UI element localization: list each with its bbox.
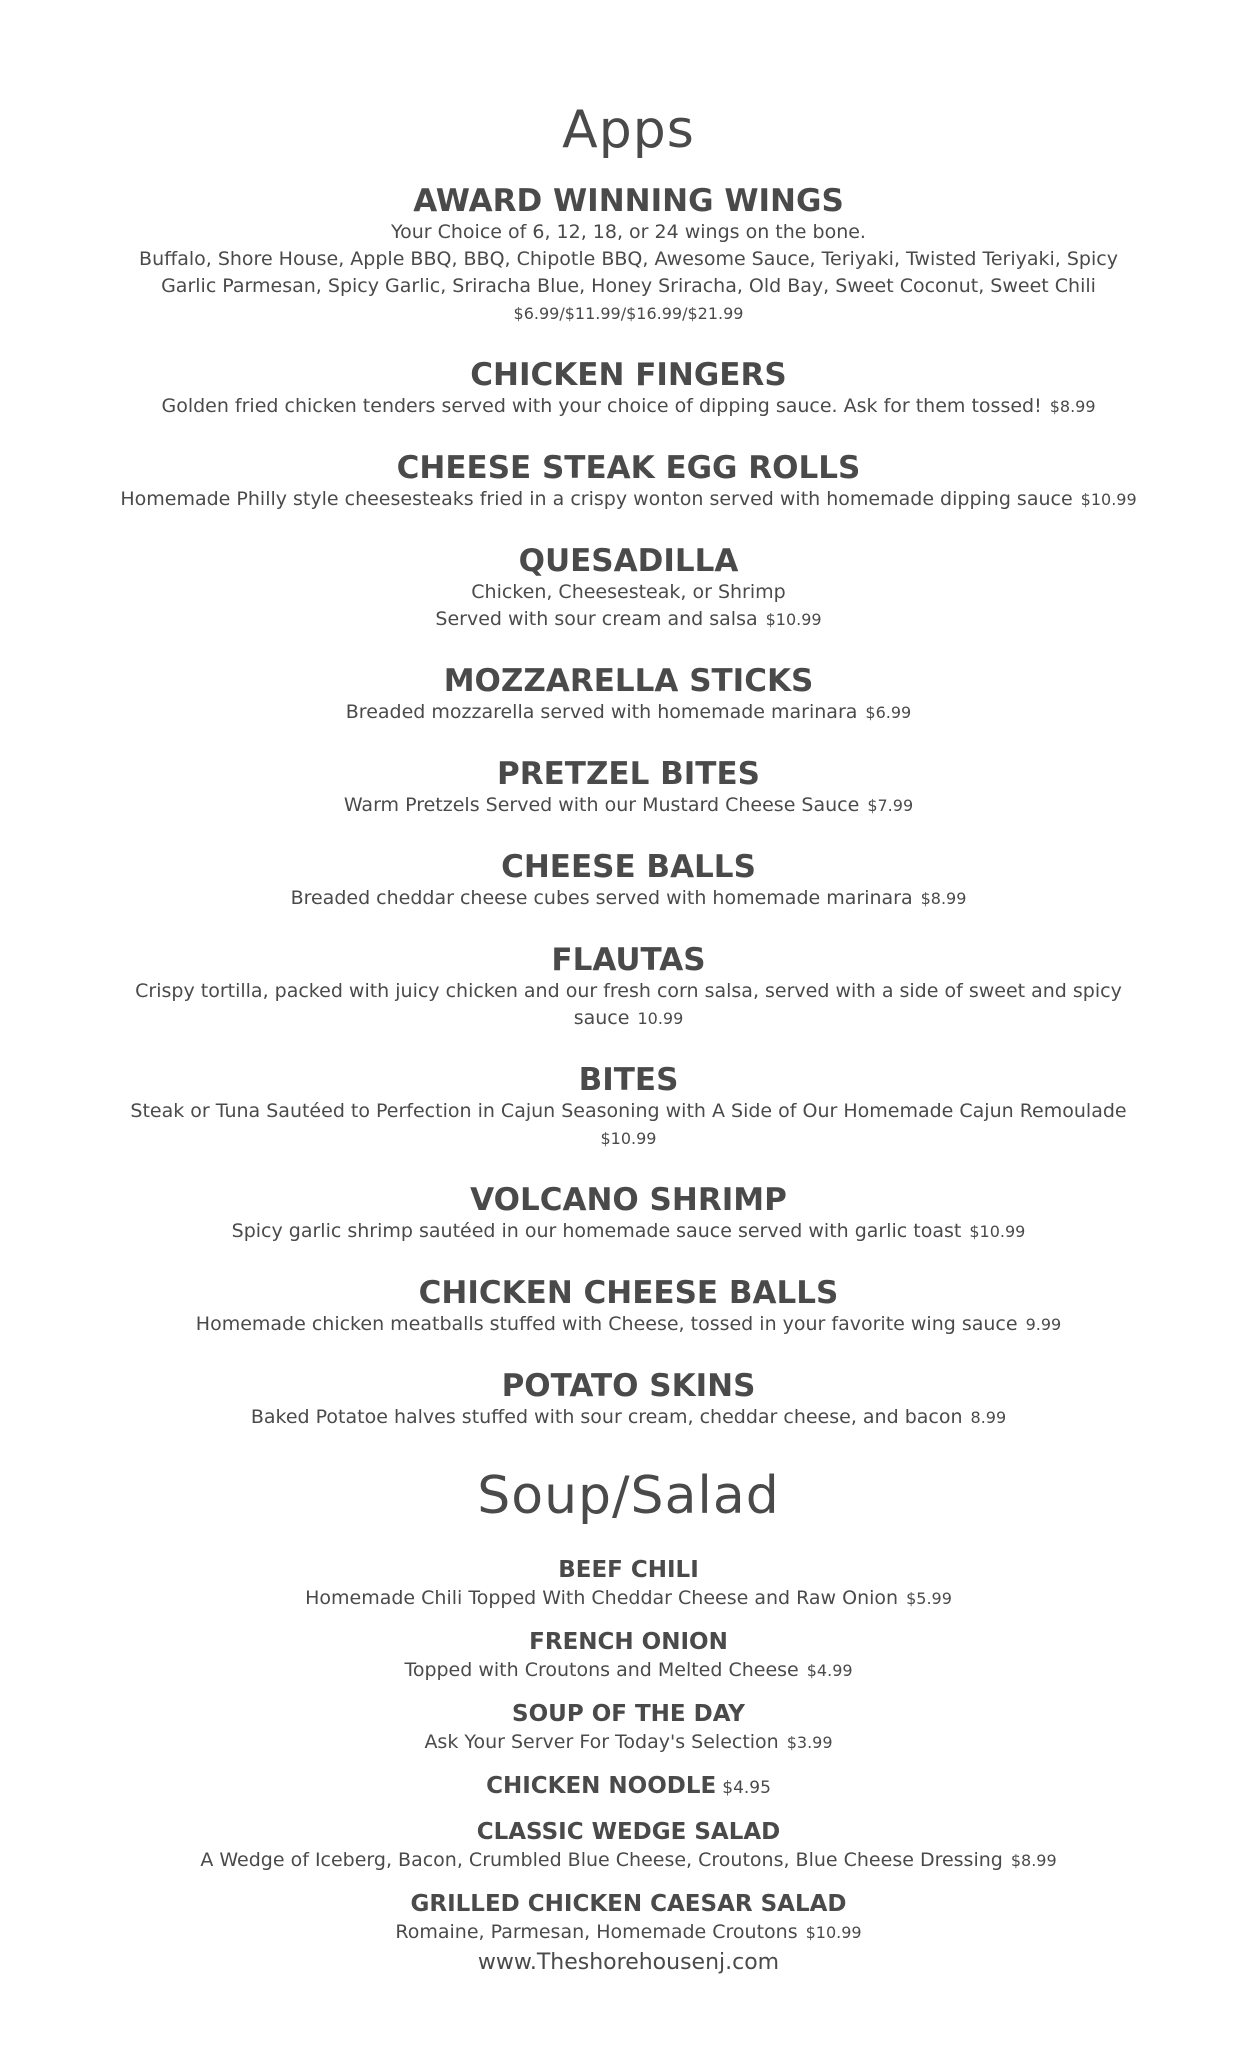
item-description: Romaine, Parmesan, Homemade Croutons xyxy=(395,1921,798,1943)
item-price: $6.99/$11.99/$16.99/$21.99 xyxy=(513,304,744,323)
item-description: Served with sour cream and salsa xyxy=(435,608,758,630)
item-name: CHICKEN CHEESE BALLS xyxy=(418,1275,839,1311)
menu-item-pretzel-bites xyxy=(80,756,1177,819)
item-price: $6.99 xyxy=(865,703,912,722)
item-name: GRILLED CHICKEN CAESAR SALAD xyxy=(410,1891,847,1917)
item-name: CHEESE STEAK EGG ROLLS xyxy=(396,450,861,486)
item-description: Homemade Chili Topped With Cheddar Cheese and Raw Onion xyxy=(305,1587,899,1609)
menu-item-flautas xyxy=(80,942,1177,1032)
item-price: 9.99 xyxy=(1025,1315,1062,1334)
item-price: $8.99 xyxy=(920,889,967,908)
menu-item-bites xyxy=(80,1062,1177,1152)
item-description: Golden fried chicken tenders served with your choice of dipping sauce. Ask for them tossed! xyxy=(161,395,1042,417)
item-description: A Wedge of Iceberg, Bacon, Crumbled Blue Cheese, Croutons, Blue Cheese Dressing xyxy=(200,1849,1003,1871)
item-description: Homemade chicken meatballs stuffed with Cheese, tossed in your favorite wing sauce xyxy=(195,1313,1018,1335)
soup-salad-section-title: Soup/Salad xyxy=(477,1466,780,1526)
menu-item-grilled-chicken-caesar-salad xyxy=(80,1889,1177,1946)
menu-item-chicken-fingers xyxy=(80,357,1177,420)
menu-item-soup-of-the-day xyxy=(80,1699,1177,1756)
item-price: $10.99 xyxy=(600,1129,657,1148)
item-price: $4.95 xyxy=(722,1778,771,1798)
menu-item-french-onion xyxy=(80,1627,1177,1684)
menu-item-cheese-balls xyxy=(80,849,1177,912)
item-name: MOZZARELLA STICKS xyxy=(443,663,814,699)
menu-item-potato-skins xyxy=(80,1368,1177,1431)
item-price: $5.99 xyxy=(906,1589,952,1608)
item-name: POTATO SKINS xyxy=(501,1368,756,1404)
item-name: CHICKEN NOODLE xyxy=(486,1773,717,1799)
item-price: $7.99 xyxy=(867,796,914,815)
item-description: Baked Potatoe halves stuffed with sour cream, cheddar cheese, and bacon xyxy=(250,1406,963,1428)
apps-section-title: Apps xyxy=(562,100,695,160)
website-link[interactable]: www.Theshorehousenj.com xyxy=(477,1950,780,1975)
item-name: FLAUTAS xyxy=(551,942,706,978)
item-name: FRENCH ONION xyxy=(529,1629,728,1655)
item-description: Breaded mozzarella served with homemade marinara xyxy=(345,701,858,723)
item-price: $10.99 xyxy=(805,1923,862,1942)
item-description: sauce xyxy=(573,1007,630,1029)
item-name: QUESADILLA xyxy=(518,543,739,579)
item-price: $10.99 xyxy=(1080,490,1137,509)
item-description: Chicken, Cheesesteak, or Shrimp xyxy=(471,581,786,603)
item-description: Spicy garlic shrimp sautéed in our homemade sauce served with garlic toast xyxy=(231,1220,962,1242)
menu-item-mozzarella-sticks xyxy=(80,663,1177,726)
item-name: SOUP OF THE DAY xyxy=(512,1701,745,1727)
item-description: Warm Pretzels Served with our Mustard Cheese Sauce xyxy=(343,794,860,816)
item-name: CHICKEN FINGERS xyxy=(470,357,787,393)
item-price: $3.99 xyxy=(786,1733,833,1752)
item-name: CLASSIC WEDGE SALAD xyxy=(476,1819,781,1845)
item-price: $10.99 xyxy=(765,610,822,629)
item-name: VOLCANO SHRIMP xyxy=(470,1182,787,1218)
item-name: BEEF CHILI xyxy=(558,1557,699,1583)
item-price: $8.99 xyxy=(1010,1851,1057,1870)
item-price: 8.99 xyxy=(970,1408,1007,1427)
item-name: CHEESE BALLS xyxy=(501,849,756,885)
item-description: Crispy tortilla, packed with juicy chicken and our fresh corn salsa, served with a side of sweet and spicy xyxy=(135,980,1122,1002)
menu-item-beef-chili xyxy=(80,1555,1177,1612)
item-price: 10.99 xyxy=(637,1009,684,1028)
item-price: $8.99 xyxy=(1049,397,1096,416)
item-description: Your Choice of 6, 12, 18, or 24 wings on the bone. xyxy=(391,221,866,243)
menu-item-quesadilla xyxy=(80,543,1177,633)
item-description: Breaded cheddar cheese cubes served with homemade marinara xyxy=(290,887,913,909)
item-description: Ask Your Server For Today's Selection xyxy=(424,1731,779,1753)
menu-item-classic-wedge-salad xyxy=(80,1817,1177,1874)
item-description: Homemade Philly style cheesesteaks fried in a crispy wonton served with homemade dipping sauce xyxy=(120,488,1073,510)
item-price: $4.99 xyxy=(806,1661,853,1680)
item-description: Buffalo, Shore House, Apple BBQ, BBQ, Chipotle BBQ, Awesome Sauce, Teriyaki, Twisted Teriyaki, Spicy xyxy=(139,248,1118,270)
menu-item-cheese-steak-egg-rolls xyxy=(80,450,1177,513)
menu-item-volcano-shrimp xyxy=(80,1182,1177,1245)
menu-item-award-winning-wings xyxy=(80,183,1177,327)
menu-item-chicken-cheese-balls xyxy=(80,1275,1177,1338)
item-name: PRETZEL BITES xyxy=(497,756,760,792)
item-price: $10.99 xyxy=(969,1222,1026,1241)
item-description: Steak or Tuna Sautéed to Perfection in Cajun Seasoning with A Side of Our Homemade Cajun Remoulade xyxy=(130,1100,1127,1122)
item-description: Garlic Parmesan, Spicy Garlic, Sriracha Blue, Honey Sriracha, Old Bay, Sweet Coconut, Sweet Chili xyxy=(161,275,1096,297)
item-name: BITES xyxy=(578,1062,679,1098)
item-description: Topped with Croutons and Melted Cheese xyxy=(404,1659,799,1681)
menu-item-chicken-noodle xyxy=(80,1771,1177,1803)
item-name: AWARD WINNING WINGS xyxy=(413,183,844,219)
